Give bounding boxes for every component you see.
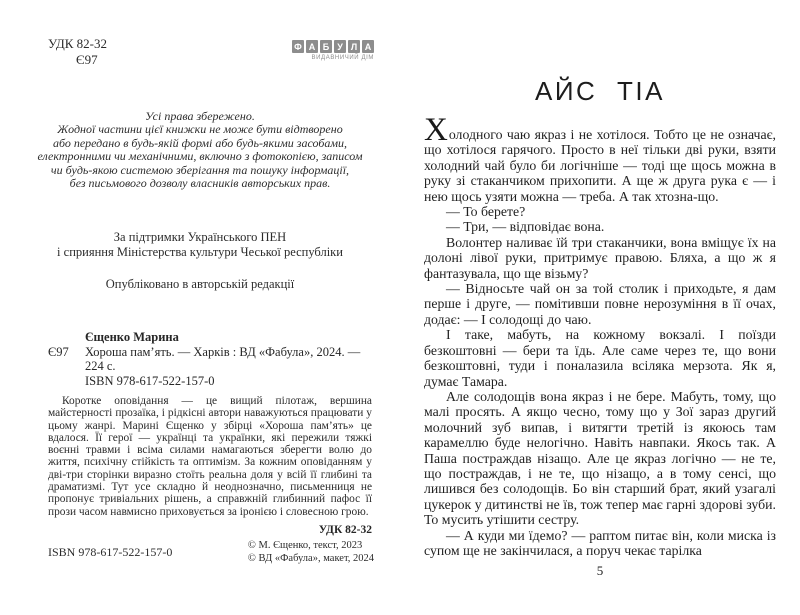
logo-letter: Б: [320, 40, 332, 53]
rights-line: або передано в будь-якій формі або будь-якими засобами,: [52, 135, 348, 150]
publisher-logo-letters: [292, 40, 374, 53]
logo-letter: У: [334, 40, 346, 53]
rights-line: чи будь-якою системою зберігання та пошуку інформації,: [50, 162, 350, 177]
author-mark: Є97: [76, 52, 98, 67]
catalog-author-mark: Є97: [48, 344, 69, 359]
story-paragraph: — Відносьте чай он за той столик і приходьте, я дам перше і друге, — помітивши повне нерозуміння в її очах, додає: — І солодощі до чаю.: [424, 281, 776, 327]
edition-note: Опубліковано в авторській редакції: [105, 277, 295, 291]
logo-letter: Ф: [292, 40, 304, 53]
drop-cap: Х: [424, 112, 449, 148]
story-paragraph: Але солодощів вона якраз і не бере. Мабуть, тому, що малі просять. А якщо чесно, тому що у Зої зараз другий молочний зуб випав, і витягти третій із якоюсь там карамеллю буде нелогічно. Навіть навпаки. Якось так. А Паша постраждав нізащо. Але це якраз логічно — не те, що постраждав, і не те, що нізащо, а в тому сенсі, що лишився без солодощів. Бо він старший брат, який узагалі цукерок у дитинстві не їв, тож тепер має гарні здорові зуби. То мусить утішити сестру.: [424, 388, 776, 528]
rights-line: електронними чи механічними, включно з фотокопією, записом: [37, 149, 363, 164]
udk-classification: [48, 36, 107, 68]
rights-notice: [25, 110, 375, 190]
publisher-logo-subtitle: ВИДАВНИЧИЙ ДІМ: [311, 55, 374, 61]
book-annotation: Коротке оповідання — це вищий пілотаж, вершина майстерності прозаїка, і рідкісні автори наважуються працювати у цьому жанрі. Марині Єщенко у збірці «Хороша пам’ять» це вдалося. Її герої — українці та українки, які пережили тяжкі воєнні травми і всіма силами намагаються зберегти волю до життя, психічну стійкість та оптимізм. За кожним оповіданням у дві-три сторінки виразно стоїть реальна доля у всій її глибині та драматизмі. Тут усе складно й неоднозначно, письменниця не пропонує тривіальних рішень, а справжній глибинний пафос її прози часом навмисно приховується за іронією і словесною грою.: [48, 395, 372, 518]
catalog-isbn: ISBN 978-617-522-157-0: [85, 373, 215, 388]
story-paragraph: — То берете?: [446, 204, 526, 220]
story-paragraph: Волонтер наливає їй три стаканчики, вона вміщує їх на долоні лівої руки, притримує правою. Бляха, а що ж я фантазувала, що ще візьму?: [424, 234, 776, 281]
catalog-entry-row: [48, 345, 372, 374]
story-paragraph: — А куди ми їдемо? — раптом питає він, коли миска із супом ще не закінчилася, а поруч чекає тарілка: [424, 527, 776, 558]
logo-letter: Л: [348, 40, 360, 53]
catalog-card: [48, 330, 372, 537]
logo-letter: А: [362, 40, 374, 53]
story-body: [424, 112, 776, 558]
copyright-block: [248, 540, 374, 566]
story-paragraph: І таке, мабуть, на кожному вокзалі. І поїзди безкоштовні — бери та їдь. Але саме через те, що вони безкоштовні, туди і поналазила всіляка мерзота. Як я, думає Тамара.: [424, 327, 776, 389]
isbn-number: ISBN 978-617-522-157-0: [48, 545, 173, 560]
rights-line: Усі права збережено.: [145, 109, 255, 123]
udk-classification-bottom: УДК 82-32: [318, 523, 372, 536]
udk-code: УДК 82-32: [48, 36, 108, 51]
logo-letter: А: [306, 40, 318, 53]
copyright-line: © ВД «Фабула», макет, 2024: [247, 552, 374, 564]
copyright-line: © М. Єщенко, текст, 2023: [247, 540, 363, 551]
support-acknowledgement: [25, 230, 375, 259]
imprint-footer: [48, 540, 374, 566]
story-paragraph: — Три, — відповідає вона.: [446, 219, 605, 235]
rights-line: Жодної частини цієї книжки не може бути відтворено: [57, 122, 343, 137]
rights-line: без письмового дозволу власників авторських прав.: [69, 176, 331, 191]
paragraph-text: олодного чаю якраз і не хотілося. Тобто це не означає, що хотілося гарячого. Просто в неї тільки дві руки, взяти холодний чай було би логічніше — тоді ще щось можна в руку зі стаканчиком прихопити. А ще ж друга рука є — і нею щось узяти можна — треба. А так хтозна-що.: [424, 127, 776, 204]
page-number: 5: [596, 563, 604, 578]
publisher-logo: [292, 40, 374, 61]
support-line: і сприяння Міністерства культури Чеської республіки: [57, 244, 343, 259]
story-title: АЙС ТІА: [535, 76, 665, 106]
story-paragraph: [424, 112, 776, 204]
story-page: [400, 0, 800, 615]
catalog-entry: Хороша пам’ять. — Харків : ВД «Фабула», 2024. — 224 с.: [85, 344, 361, 373]
catalog-author: Єщенко Марина: [85, 330, 179, 344]
support-line: За підтримки Українського ПЕН: [113, 230, 287, 244]
